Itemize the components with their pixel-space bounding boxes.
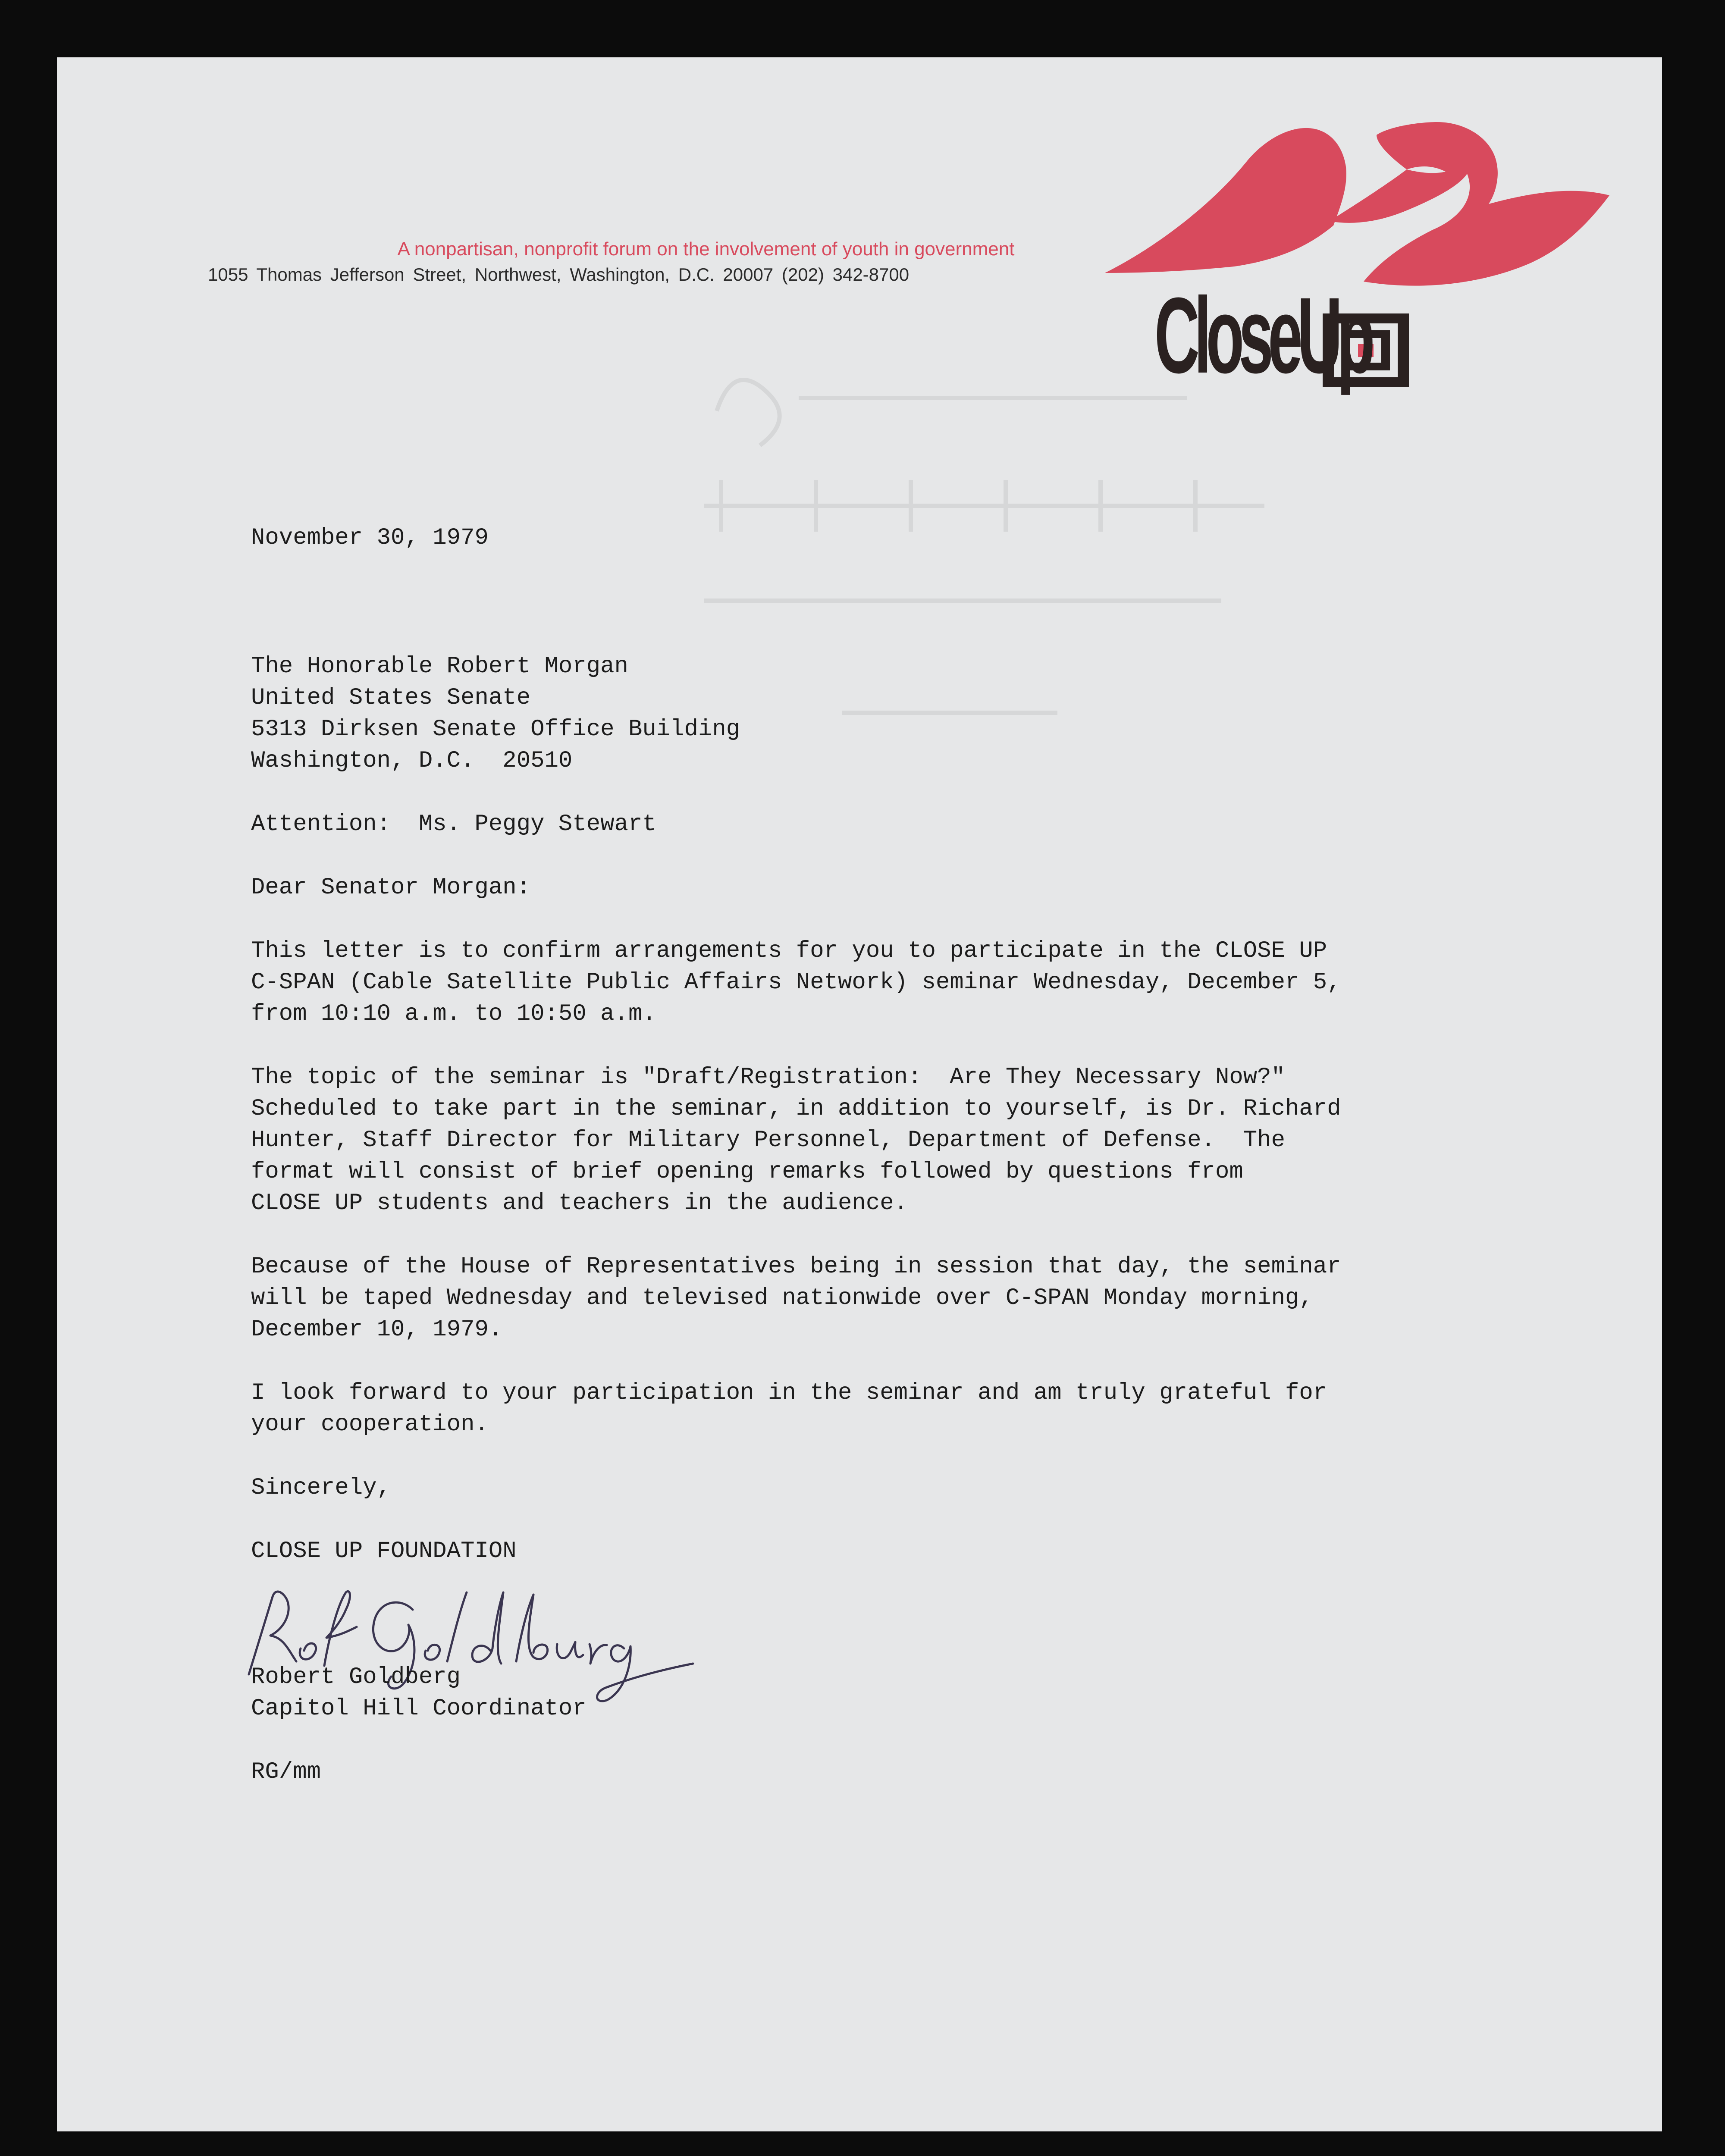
recipient-line: The Honorable Robert Morgan <box>251 653 628 680</box>
paragraph-line: This letter is to confirm arrangements for you to participate in the CLOSE UP <box>251 938 1327 964</box>
signer-title: Capitol Hill Coordinator <box>251 1695 586 1722</box>
paragraph-line: December 10, 1979. <box>251 1316 503 1343</box>
paragraph-line: I look forward to your participation in the seminar and am truly grateful for <box>251 1380 1327 1406</box>
recipient-line: Washington, D.C. 20510 <box>251 748 573 774</box>
paragraph-line: will be taped Wednesday and televised nationwide over C-SPAN Monday morning, <box>251 1285 1313 1311</box>
letter-date: November 30, 1979 <box>251 525 489 551</box>
salutation: Dear Senator Morgan: <box>251 874 531 901</box>
recipient-line: 5313 Dirksen Senate Office Building <box>251 716 740 743</box>
signer-name: Robert Goldberg <box>251 1664 461 1690</box>
organization: CLOSE UP FOUNDATION <box>251 1538 517 1564</box>
paragraph-line: from 10:10 a.m. to 10:50 a.m. <box>251 1001 656 1027</box>
reference-initials: RG/mm <box>251 1759 321 1785</box>
paragraph-line: CLOSE UP students and teachers in the audience. <box>251 1190 908 1216</box>
paragraph-line: The topic of the seminar is "Draft/Registration: Are They Necessary Now?" <box>251 1064 1285 1091</box>
paragraph-line: Hunter, Staff Director for Military Personnel, Department of Defense. The <box>251 1127 1285 1153</box>
paragraph-line: C-SPAN (Cable Satellite Public Affairs Network) seminar Wednesday, December 5, <box>251 969 1341 996</box>
closing: Sincerely, <box>251 1475 391 1501</box>
paragraph-line: Because of the House of Representatives being in session that day, the seminar <box>251 1253 1341 1280</box>
letterhead-tagline: A nonpartisan, nonprofit forum on the involvement of youth in government <box>397 238 1015 260</box>
letterhead-address: 1055 Thomas Jefferson Street, Northwest, Washington, D.C. 20007 (202) 342-8700 <box>208 264 910 285</box>
recipient-line: United States Senate <box>251 685 531 711</box>
paragraph-line: format will consist of brief opening remarks followed by questions from <box>251 1159 1243 1185</box>
paragraph-line: your cooperation. <box>251 1411 489 1438</box>
logo-text: CloseUp <box>1154 275 1370 395</box>
attention-line: Attention: Ms. Peggy Stewart <box>251 811 656 837</box>
letter-page <box>57 57 1662 2131</box>
paragraph-line: Scheduled to take part in the seminar, in addition to yourself, is Dr. Richard <box>251 1096 1341 1122</box>
close-up-wordmark <box>1154 275 1409 395</box>
